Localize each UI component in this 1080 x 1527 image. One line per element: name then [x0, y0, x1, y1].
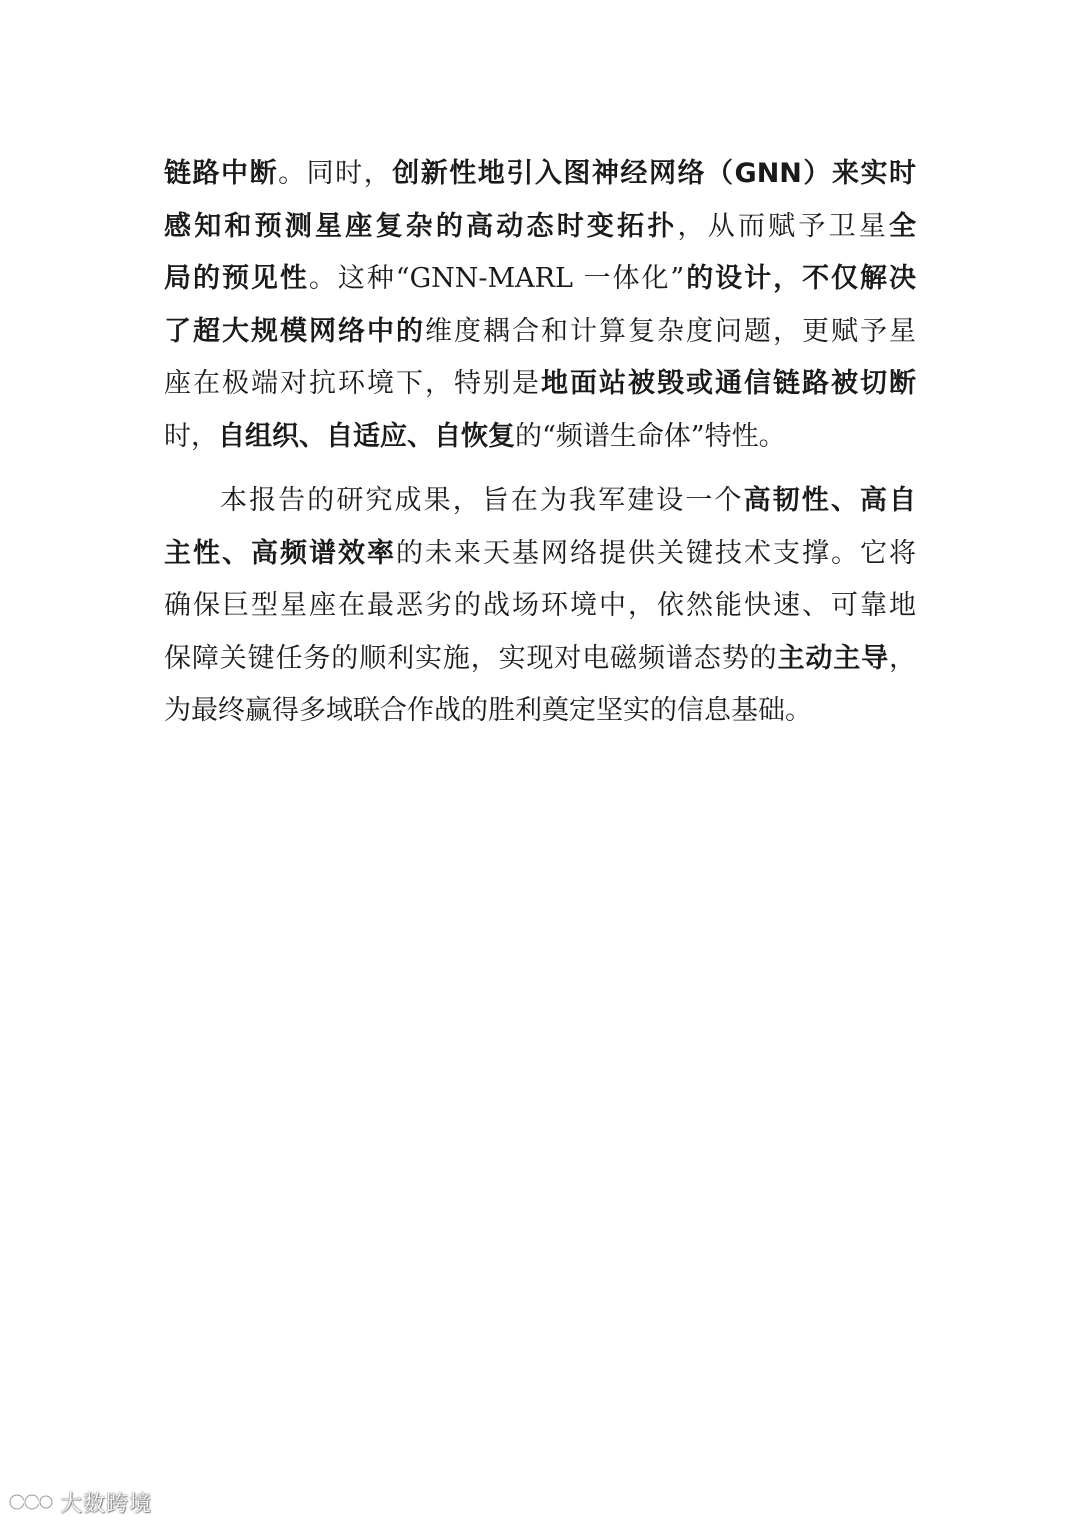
text-line	[164, 148, 916, 201]
text-line	[164, 633, 916, 686]
text-line	[164, 475, 916, 528]
bold-text: 地面站被毁或通信链路被切断	[541, 368, 916, 399]
text-run: 的“频谱生命体”特性。	[515, 420, 786, 452]
text-line	[164, 685, 916, 738]
watermark-text: 大数跨境	[60, 1491, 153, 1517]
watermark	[8, 1487, 152, 1517]
text-line	[164, 580, 916, 633]
bold-text: 链路中断	[164, 158, 279, 189]
bold-text: 主动主导	[777, 642, 890, 674]
text-line	[164, 411, 916, 464]
text-run: 的未来天基网络提供关键技术支撑。它将	[396, 537, 916, 569]
text-run: 本报告的研究成果，旨在为我军建设一个	[220, 485, 744, 516]
text-run: 时，	[164, 420, 218, 452]
text-run: ，	[889, 642, 916, 674]
text-block	[164, 148, 916, 738]
bold-text: 全	[889, 210, 916, 242]
text-line	[164, 306, 916, 359]
bold-text: 局的预见性	[164, 263, 309, 294]
bold-text: 了超大规模网络中的	[164, 315, 425, 347]
bold-text: 自组织、自适应、自恢复	[218, 420, 515, 452]
text-run: 。同时，	[278, 158, 393, 189]
text-line	[164, 201, 916, 254]
text-run: 维度耦合和计算复杂度问题，更赋予星	[425, 315, 916, 347]
logo-icon	[8, 1490, 54, 1514]
bold-text: 高韧性、高自	[743, 485, 916, 516]
text-run: 确保巨型星座在最恶劣的战场环境中，依然能快速、可靠地	[164, 590, 916, 621]
paragraph-gap	[164, 463, 916, 475]
text-line	[164, 528, 916, 581]
paragraph-2	[164, 475, 916, 738]
text-run: 为最终赢得多域联合作战的胜利奠定坚实的信息基础。	[164, 695, 812, 726]
bold-text: 感知和预测星座复杂的高动态时变拓扑	[164, 210, 678, 242]
paragraph-1	[164, 148, 916, 463]
text-run: 座在极端对抗环境下，特别是	[164, 368, 541, 399]
text-run: ，从而赋予卫星	[677, 210, 890, 242]
text-line	[164, 253, 916, 306]
text-run: 保障关键任务的顺利实施，实现对电磁频谱态势的	[164, 642, 778, 674]
bold-text: 主性、高频谱效率	[164, 537, 396, 569]
text-run: 。这种“GNN-MARL 一体化”	[308, 263, 685, 294]
bold-text: 创新性地引入图神经网络（GNN）来实时	[392, 158, 916, 189]
bold-text: 的设计，不仅解决	[684, 263, 916, 294]
text-line	[164, 358, 916, 411]
